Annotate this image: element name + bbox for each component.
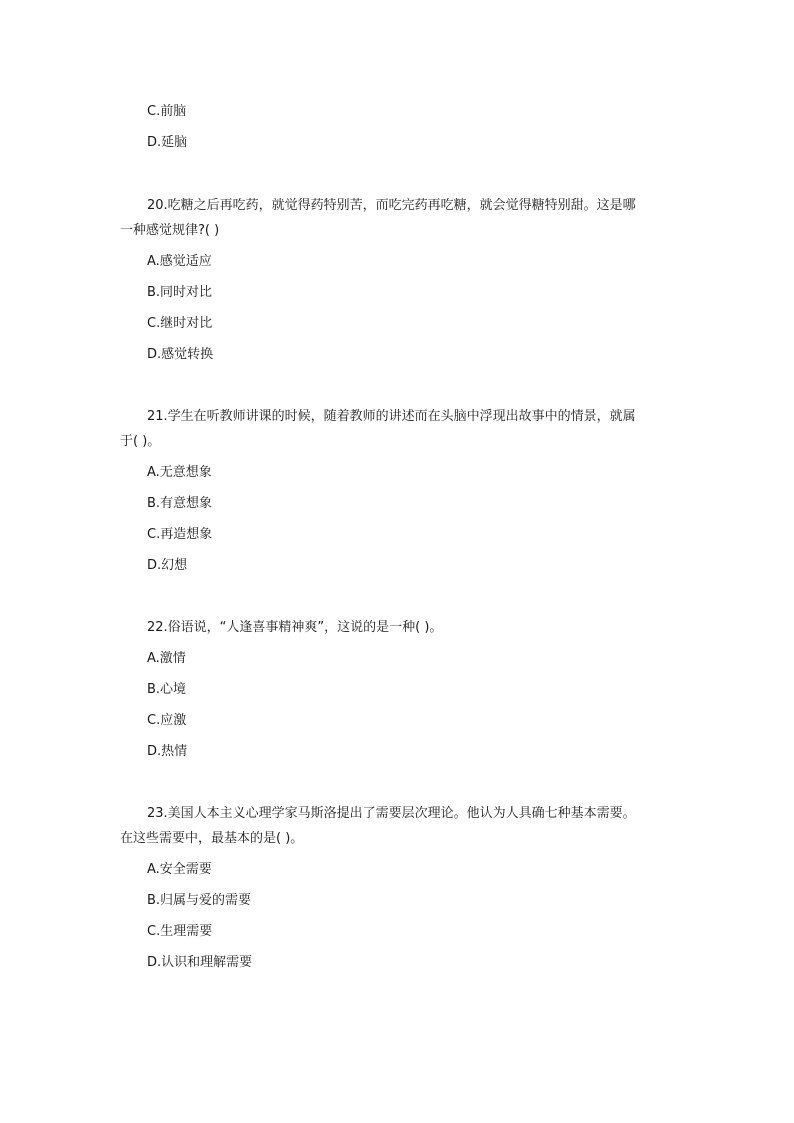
q23-option-b: B.归属与爱的需要 — [147, 893, 252, 908]
question-23-stem-cont: 在这些需要中，最基本的是( )。 — [120, 831, 304, 846]
option-c: C.前脑 — [147, 104, 187, 119]
q21-option-d: D.幻想 — [147, 558, 188, 573]
q20-option-b: B.同时对比 — [147, 285, 213, 300]
q22-option-d: D.热情 — [147, 744, 188, 759]
q21-option-b: B.有意想象 — [147, 496, 213, 511]
q22-option-c: C.应激 — [147, 713, 187, 728]
q20-option-d: D.感觉转换 — [147, 347, 214, 362]
q22-option-a: A.激情 — [147, 651, 186, 666]
q20-option-c: C.继时对比 — [147, 316, 213, 331]
q21-option-c: C.再造想象 — [147, 527, 213, 542]
q21-option-a: A.无意想象 — [147, 465, 212, 480]
q23-option-d: D.认识和理解需要 — [147, 955, 253, 970]
q20-option-a: A.感觉适应 — [147, 254, 212, 269]
question-21-stem-cont: 于( )。 — [120, 434, 161, 449]
question-21-stem: 21.学生在听教师讲课的时候，随着教师的讲述而在头脑中浮现出故事中的情景，就属 — [147, 409, 636, 424]
option-d: D.延脑 — [147, 135, 188, 150]
question-22-stem: 22.俗语说，“人逢喜事精神爽”，这说的是一种( )。 — [147, 620, 443, 635]
question-23-stem: 23.美国人本主义心理学家马斯洛提出了需要层次理论。他认为人具确七种基本需要。 — [147, 806, 636, 821]
q23-option-c: C.生理需要 — [147, 924, 213, 939]
q22-option-b: B.心境 — [147, 682, 187, 697]
question-20-stem: 20.吃糖之后再吃药，就觉得药特别苦，而吃完药再吃糖，就会觉得糖特别甜。这是哪 — [147, 198, 636, 213]
q23-option-a: A.安全需要 — [147, 862, 212, 877]
question-20-stem-cont: 一种感觉规律?( ) — [120, 223, 220, 238]
